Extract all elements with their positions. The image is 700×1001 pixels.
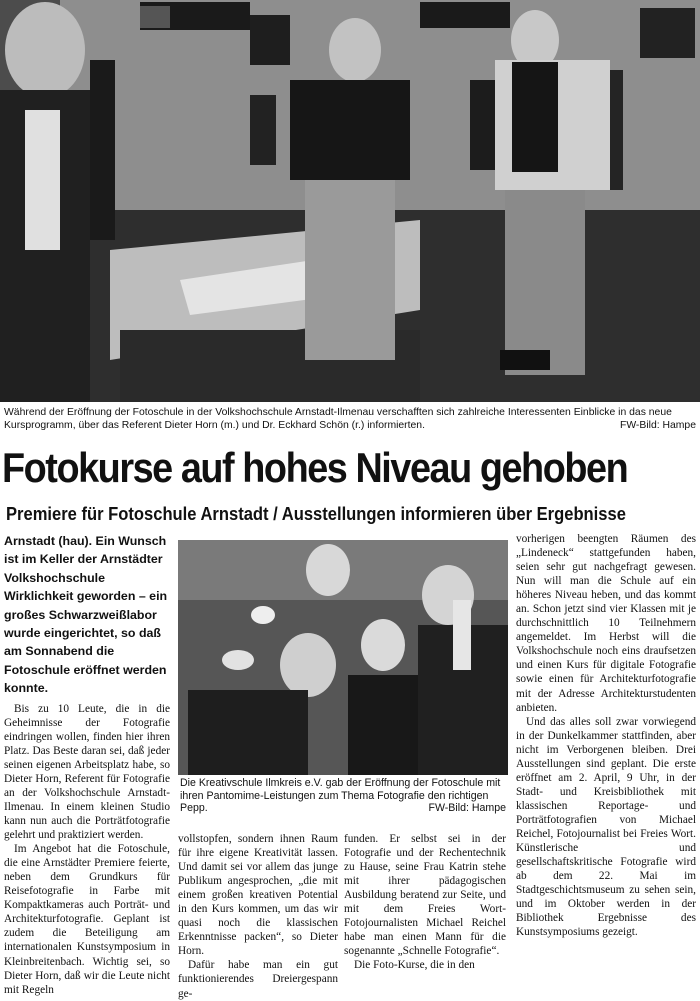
article-column-1 [4, 532, 170, 997]
article-paragraph: Die Foto-Kurse, die in den [354, 959, 475, 972]
article-column-2 [178, 832, 338, 1001]
article-paragraph: funden. Er selbst sei in der Fotografie und der Rechentechnik zu Hause, seine Frau Katrin stehe mit ihrer pädagogischen Ausbildung beratend zur Seite, und mit dem Freies Wort-Fotojournalisten Michael Reichel habe man einen Mann für die sogenannte „Schnelle Fotografie“. [344, 833, 506, 958]
top-photo-caption-text: Während der Eröffnung der Fotoschule in der Volkshochschule Arnstadt-Ilmenau verschafften sich zahlreiche Interessenten Einblicke in das neue Kursprogramm, über das Referent Dieter Horn (m.) und Dr. Eckhard Schön (r.) informierten. [4, 407, 672, 431]
pantomime-photo [178, 540, 508, 775]
pantomime-photo-illustration [178, 540, 508, 775]
article-paragraph: Bis zu 10 Leute, die in die Geheimnisse der Fotografie eindringen wollen, finden hier ihren Platz. Das Beste daran sei, daß jeder seinen eigenen Arbeitsplatz habe, so Dieter Horn, Referent für Fotografie an der Volkshochschule Arnstadt-Ilmenau. In einem kleinen Studio kann nun auch die Porträtfotografie gelehrt und praktiziert werden. [4, 702, 170, 842]
article-paragraph: Im Angebot hat die Fotoschule, die eine Arnstädter Premiere feierte, neben dem Grundkurs für Reisefotografie in Farbe mit Kompaktkameras auch Porträt- und Architekturfotografie. Geplant ist zudem die Beteiligung am internationalen Kunstsymposium in Kleinbreitenbach. Wichtig sei, so Dieter Horn, daß wir die Leute nicht mit Regeln [4, 843, 170, 996]
darkroom-photo [0, 0, 700, 402]
mid-photo-caption [180, 777, 506, 815]
top-photo-credit: FW-Bild: Hampe [619, 420, 696, 431]
subheadline: Premiere für Fotoschule Arnstadt / Ausstellungen informieren über Ergebnisse [6, 504, 626, 524]
mid-photo-caption-text: Die Kreativschule Ilmkreis e.V. gab der Eröffnung der Fotoschule mit ihren Pantomime-Leistungen zum Thema Fotografie den richtigen Pepp. [180, 777, 501, 815]
article-paragraph: Und das alles soll zwar vorwiegend in der Dunkelkammer stattfinden, aber nicht im Verborgenen bleiben. Drei Ausstellungen sind geplant. Die erste eröffnet am 2. April, 9 Uhr, in der Stadt- und Kreisbibliothek mit klassischen Reportage- und Porträtfotografien von Michael Reichel, Fotojournalist bei Freies Wort. Künstlerische und gesellschaftskritische Fotografie wird ab dem 22. Mai im Stadtgeschichtsmuseum zu sehen sein, und im Oktober werden in der Bibliothek Ergebnisse des Kunstsymposiums gezeigt. [516, 715, 696, 939]
headline: Fotokurse auf hohes Niveau gehoben [2, 444, 628, 491]
article-paragraph: vorherigen beengten Räumen des „Lindeneck“ stattgefunden haben, seien sehr gut nachgefragt gewesen. Nun will man die Schule auf ein höheres Niveau heben, und das kommt an. Schon jetzt sind vier Klassen mit je durchschnittlich 10 Teilnehmern angemeldet. Im Herbst will die Volkshochschule noch eins draufsetzen und einen Kurs für digitale Fotografie sowie einen für Architekturfotografie mit der Adresse Architekturstudenten anbieten. [516, 533, 696, 714]
article-column-4 [516, 532, 696, 939]
article-paragraph: Dafür habe man ein gut funktionierendes Dreiergespann ge- [178, 959, 338, 1000]
top-photo-caption [4, 406, 696, 432]
article-lead: Arnstadt (hau). Ein Wunsch ist im Keller der Arnstädter Volkshochschule Wirklichkeit geworden – ein großes Schwarzweißlabor wurde eingerichtet, so daß am Sonnabend die Fotoschule eröffnet werden konnte. [4, 534, 168, 696]
article-paragraph: vollstopfen, sondern ihnen Raum für ihre eigene Kreativität lassen. Und damit sei vor allem das junge Publikum angesprochen, „die mit einem großen kreativen Potential in den Kurs kommen, um das wir quasi noch die klassischen Erkenntnisse packen“, so Dieter Horn. [178, 833, 338, 958]
article-column-3 [344, 832, 506, 972]
mid-photo-credit: FW-Bild: Hampe [428, 802, 506, 815]
darkroom-photo-illustration [0, 0, 700, 402]
